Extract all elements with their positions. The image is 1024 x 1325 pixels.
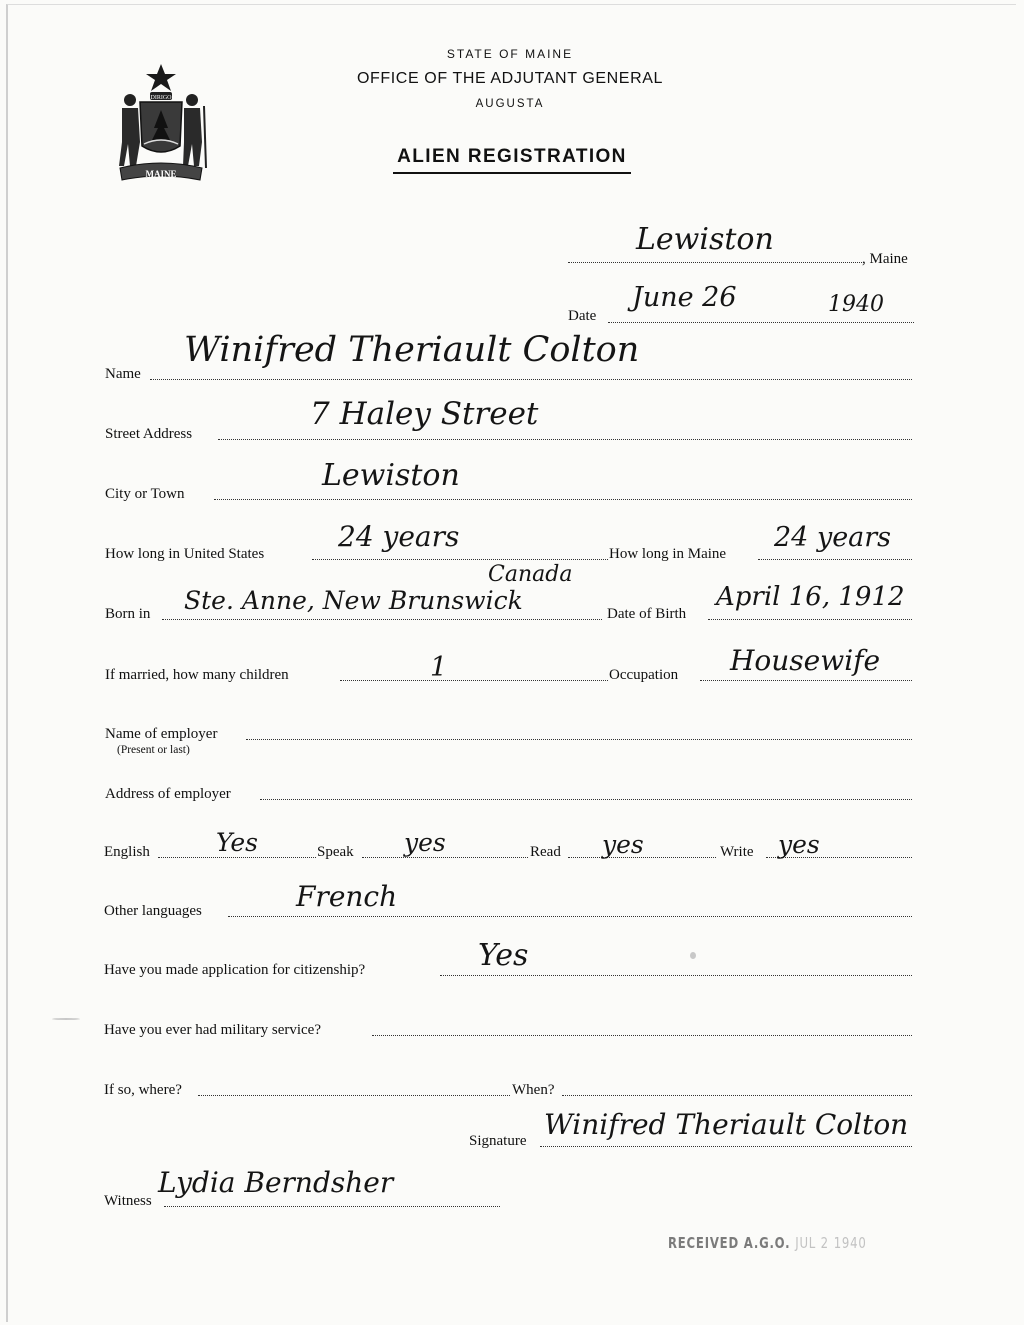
- children-value: 1: [430, 652, 448, 683]
- born-in-value: Ste. Anne, New Brunswick: [184, 586, 523, 615]
- witness-field-line: [164, 1206, 500, 1207]
- date-value: June 26: [632, 282, 737, 313]
- where-field-line: [198, 1095, 510, 1096]
- maine-years-label: How long in Maine: [609, 546, 727, 562]
- signature-field-line: [540, 1146, 912, 1147]
- town-value: Lewiston: [636, 222, 774, 257]
- header-state: STATE OF MAINE: [446, 47, 574, 61]
- us-years-field-line: [312, 559, 608, 560]
- employer-field-line: [246, 739, 912, 740]
- name-field-line: [150, 379, 912, 380]
- born-country-value: Canada: [488, 562, 573, 587]
- read-label: Read: [530, 844, 561, 860]
- employer-address-label: Address of employer: [105, 786, 231, 802]
- date-label: Date: [568, 308, 597, 324]
- other-languages-label: Other languages: [104, 903, 202, 919]
- maine-years-value: 24 years: [774, 522, 892, 553]
- header-office: OFFICE OF THE ADJUTANT GENERAL: [356, 70, 664, 87]
- stamp-year: 1940: [833, 1234, 867, 1252]
- occupation-label: Occupation: [609, 667, 679, 683]
- maine-label: , Maine: [862, 251, 908, 267]
- children-field-line: [340, 680, 608, 681]
- employer-label: Name of employer: [105, 726, 218, 742]
- military-field-line: [372, 1035, 912, 1036]
- born-in-field-line: [162, 619, 602, 620]
- other-languages-field-line: [228, 916, 912, 917]
- english-label: English: [104, 844, 150, 860]
- occupation-value: Housewife: [730, 644, 881, 677]
- employer-note: [117, 741, 190, 758]
- city-label: City or Town: [105, 486, 185, 502]
- military-label: Have you ever had military service?: [104, 1022, 321, 1038]
- street-label: Street Address: [105, 426, 193, 442]
- english-value: Yes: [216, 828, 258, 857]
- town-field-line: [568, 262, 862, 263]
- speak-value: yes: [404, 828, 446, 857]
- stamp-month: JUL 2: [795, 1234, 829, 1252]
- us-years-label: How long in United States: [105, 546, 265, 562]
- dob-value: April 16, 1912: [716, 582, 905, 612]
- received-stamp: [668, 1234, 867, 1252]
- city-field-line: [214, 499, 912, 500]
- seal-motto: DIRIGO: [150, 95, 172, 101]
- citizenship-value: Yes: [478, 938, 529, 973]
- seal-name: MAINE: [145, 169, 177, 179]
- dob-field-line: [708, 619, 912, 620]
- write-value: yes: [778, 830, 820, 859]
- maine-years-field-line: [758, 559, 912, 560]
- us-years-value: 24 years: [338, 520, 460, 553]
- citizenship-field-line: [440, 975, 912, 976]
- employer-note-text: (Present or last): [117, 744, 190, 756]
- stamp-text: RECEIVED A.G.O.: [668, 1234, 791, 1252]
- where-label: If so, where?: [104, 1082, 182, 1098]
- children-label: If married, how many children: [105, 667, 289, 683]
- when-label: When?: [512, 1082, 555, 1098]
- when-field-line: [562, 1095, 912, 1096]
- read-value: yes: [602, 830, 644, 859]
- write-label: Write: [720, 844, 754, 860]
- witness-label: Witness: [104, 1193, 152, 1209]
- born-in-label: Born in: [105, 606, 151, 622]
- signature-label: Signature: [469, 1133, 527, 1149]
- name-label: Name: [105, 366, 141, 382]
- form-title: [0, 146, 1024, 174]
- dob-label: Date of Birth: [607, 606, 687, 622]
- paper-speck: [690, 952, 696, 959]
- form-title-text: ALIEN REGISTRATION: [393, 146, 631, 174]
- speak-field-line: [362, 857, 528, 858]
- date-year-value: 1940: [828, 292, 884, 317]
- name-value: Winifred Theriault Colton: [184, 330, 640, 370]
- occupation-field-line: [700, 680, 912, 681]
- employer-address-field-line: [260, 799, 912, 800]
- header-city: AUGUSTA: [475, 98, 545, 110]
- street-value: 7 Haley Street: [310, 396, 539, 432]
- citizenship-label: Have you made application for citizenship?: [104, 962, 366, 978]
- street-field-line: [218, 439, 912, 440]
- other-languages-value: French: [296, 880, 398, 913]
- witness-value: Lydia Berndsher: [158, 1166, 394, 1199]
- date-field-line: [608, 322, 914, 323]
- city-value: Lewiston: [322, 458, 460, 493]
- speak-label: Speak: [317, 844, 354, 860]
- paper-speck: [52, 1018, 80, 1020]
- signature-value: Winifred Theriault Colton: [544, 1108, 909, 1141]
- english-field-line: [158, 857, 316, 858]
